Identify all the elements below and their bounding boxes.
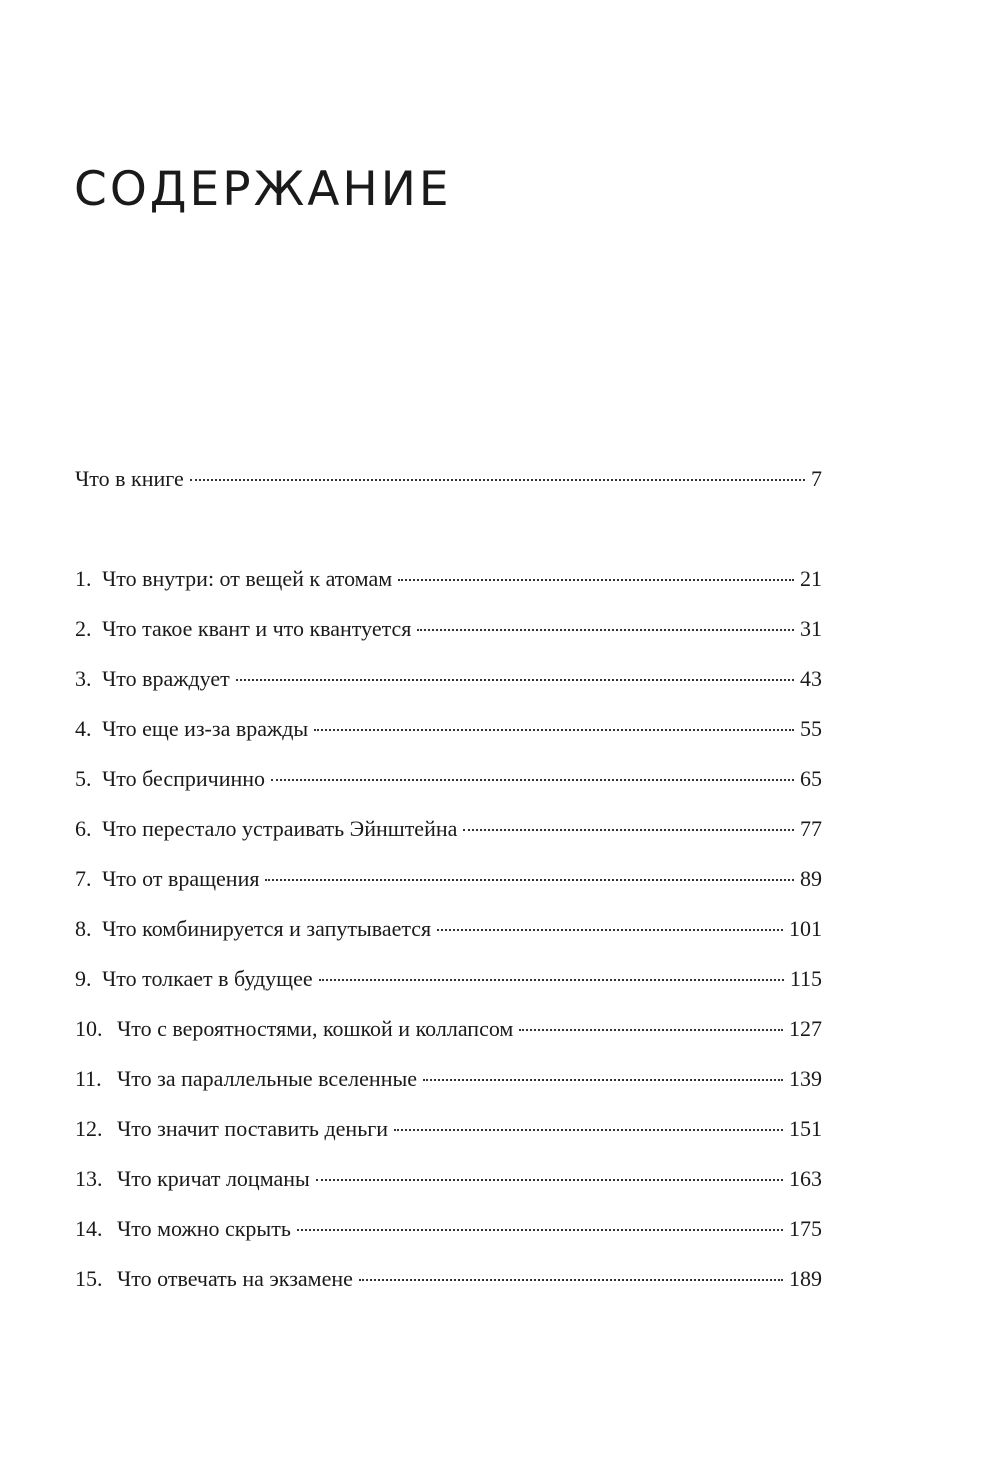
toc-entry[interactable] xyxy=(75,1064,822,1114)
toc-entry-page: 65 xyxy=(800,766,822,791)
page-title: СОДЕРЖАНИЕ xyxy=(74,162,452,217)
toc-entry-label: Что толкает в будущее xyxy=(102,966,313,991)
toc-entry[interactable] xyxy=(75,1114,822,1164)
toc-entry-title xyxy=(75,664,230,694)
toc-entry[interactable] xyxy=(75,614,822,664)
toc-entry-number: 8. xyxy=(75,916,92,941)
toc-entry[interactable] xyxy=(75,864,822,914)
toc-entry-number: 3. xyxy=(75,666,92,691)
toc-chapter-list xyxy=(75,564,822,1314)
toc-entry-label: Что такое квант и что квантуется xyxy=(102,616,412,641)
toc-entry-label: Что от вращения xyxy=(102,866,260,891)
dot-leader xyxy=(319,979,784,981)
toc-entry-label: Что отвечать на экзамене xyxy=(117,1266,353,1291)
toc-entry-page: 151 xyxy=(789,1116,822,1141)
toc-entry-title xyxy=(75,964,313,994)
dot-leader xyxy=(316,1179,783,1181)
toc-entry[interactable] xyxy=(75,1214,822,1264)
toc-entry-title xyxy=(75,1264,353,1294)
toc-entry-title xyxy=(75,614,411,644)
dot-leader xyxy=(314,729,794,731)
toc-entry-title xyxy=(75,1064,417,1094)
toc-entry-page: 89 xyxy=(800,866,822,891)
dot-leader xyxy=(297,1229,783,1231)
toc-entry-number: 2. xyxy=(75,616,92,641)
toc-entry-title xyxy=(75,714,308,744)
toc-entry[interactable] xyxy=(75,814,822,864)
dot-leader xyxy=(265,879,794,881)
toc-entry-title xyxy=(75,1214,291,1244)
toc-entry-label: Что с вероятностями, кошкой и коллапсом xyxy=(117,1016,514,1041)
toc-entry-label: Что еще из-за вражды xyxy=(102,716,309,741)
toc-entry[interactable] xyxy=(75,1164,822,1214)
dot-leader xyxy=(271,779,794,781)
toc-entry-page: 55 xyxy=(800,716,822,741)
toc-entry-page: 115 xyxy=(789,966,822,991)
toc-entry-number: 10. xyxy=(75,1016,103,1041)
toc-entry-title xyxy=(75,1164,310,1194)
toc-entry-number: 9. xyxy=(75,966,92,991)
toc-entry-page: 31 xyxy=(800,616,822,641)
toc-entry-page: 139 xyxy=(789,1066,822,1091)
toc-entry-title xyxy=(75,564,392,594)
dot-leader xyxy=(437,929,783,931)
dot-leader xyxy=(463,829,794,831)
dot-leader xyxy=(423,1079,783,1081)
toc-entry-number: 6. xyxy=(75,816,92,841)
toc-entry-page: 189 xyxy=(789,1266,822,1291)
toc-entry-title xyxy=(75,764,265,794)
toc-entry-number: 15. xyxy=(75,1266,103,1291)
toc-entry[interactable] xyxy=(75,914,822,964)
toc-entry-number: 14. xyxy=(75,1216,103,1241)
dot-leader xyxy=(190,479,805,481)
toc-entry-label: Что перестало устраивать Эйнштейна xyxy=(102,816,458,841)
toc-entry-number: 12. xyxy=(75,1116,103,1141)
toc-entry-label: Что беспричинно xyxy=(102,766,266,791)
toc-entry-page: 21 xyxy=(800,566,822,591)
toc-entry-title xyxy=(75,1114,388,1144)
toc-entry-intro[interactable] xyxy=(75,464,822,514)
toc-entry[interactable] xyxy=(75,714,822,764)
toc-entry[interactable] xyxy=(75,764,822,814)
dot-leader xyxy=(398,579,794,581)
toc-entry-title xyxy=(75,814,457,844)
toc-entry-label: Что комбинируется и запутывается xyxy=(102,916,432,941)
toc-entry-page: 7 xyxy=(811,466,822,491)
toc-intro xyxy=(75,464,822,514)
toc-entry-number: 5. xyxy=(75,766,92,791)
toc-entry-title: Что в книге xyxy=(75,466,184,491)
toc-entry-label: Что за параллельные вселенные xyxy=(117,1066,418,1091)
toc-entry-page: 127 xyxy=(789,1016,822,1041)
toc-entry-page: 175 xyxy=(789,1216,822,1241)
toc-entry[interactable] xyxy=(75,964,822,1014)
dot-leader xyxy=(394,1129,783,1131)
toc-entry-title xyxy=(75,914,431,944)
toc-entry-page: 77 xyxy=(800,816,822,841)
toc-entry-number: 1. xyxy=(75,566,92,591)
dot-leader xyxy=(519,1029,783,1031)
toc-entry-label: Что враждует xyxy=(102,666,230,691)
toc-entry-page: 101 xyxy=(789,916,822,941)
toc-entry-label: Что внутри: от вещей к атомам xyxy=(102,566,393,591)
toc-entry-number: 7. xyxy=(75,866,92,891)
dot-leader xyxy=(417,629,794,631)
toc-entry[interactable] xyxy=(75,1014,822,1064)
toc-entry-page: 43 xyxy=(800,666,822,691)
toc-entry[interactable] xyxy=(75,1264,822,1314)
toc-entry[interactable] xyxy=(75,564,822,614)
toc-entry-number: 4. xyxy=(75,716,92,741)
toc-entry-label: Что можно скрыть xyxy=(117,1216,291,1241)
toc-entry-number: 13. xyxy=(75,1166,103,1191)
toc-entry-label: Что значит поставить деньги xyxy=(117,1116,389,1141)
toc-entry-title xyxy=(75,1014,513,1044)
dot-leader xyxy=(359,1279,783,1281)
toc-entry[interactable] xyxy=(75,664,822,714)
toc-entry-page: 163 xyxy=(789,1166,822,1191)
toc-entry-number: 11. xyxy=(75,1066,102,1091)
toc-entry-label: Что кричат лоцманы xyxy=(117,1166,310,1191)
dot-leader xyxy=(236,679,794,681)
toc-entry-title xyxy=(75,864,259,894)
